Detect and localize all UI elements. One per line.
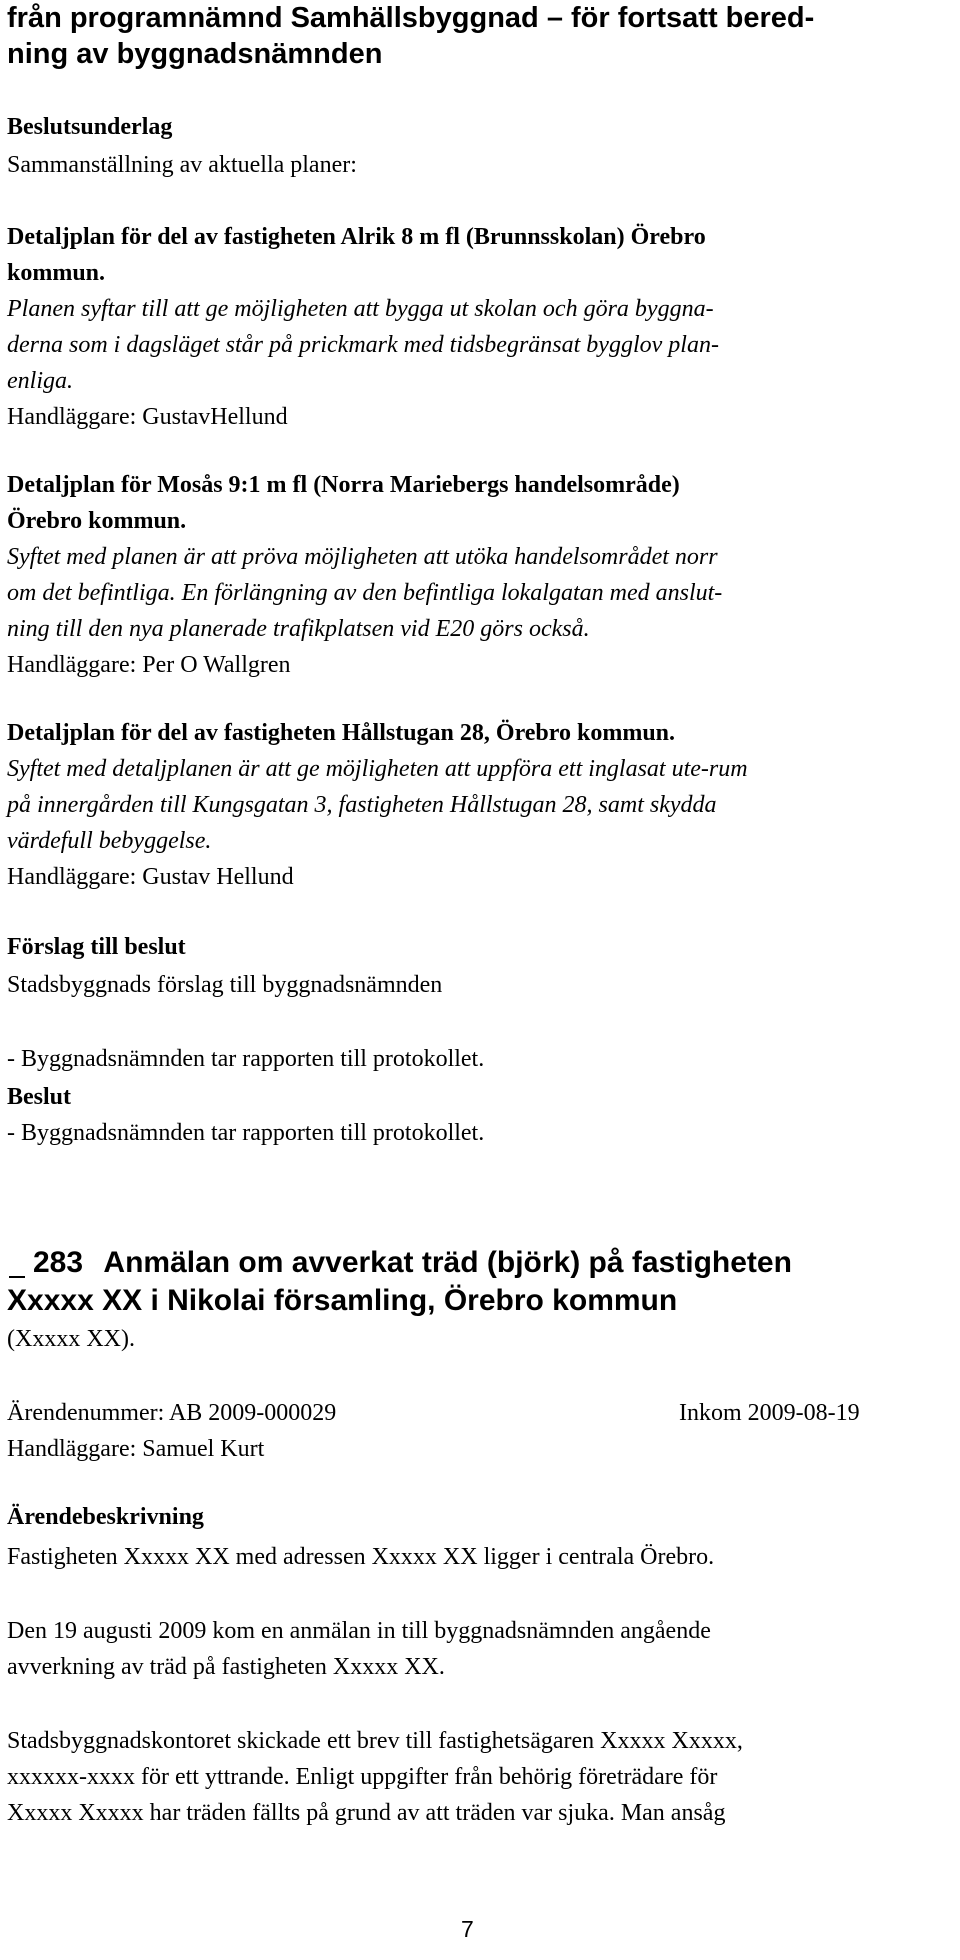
heading-line-1: från programnämnd Samhällsbyggnad – för fortsatt bered- xyxy=(7,2,815,34)
paragraph-3-line-1: Stadsbyggnadskontoret skickade ett brev till fastighetsägaren Xxxxx Xxxxx, xyxy=(7,1728,743,1754)
section-number: 283 xyxy=(33,1246,84,1279)
plan2-title-line-2: Örebro kommun. xyxy=(7,508,187,534)
plan1-title-line-1: Detaljplan för del av fastigheten Alrik 8 m fl (Brunnsskolan) Örebro xyxy=(7,224,706,250)
arendenummer: Ärendenummer: AB 2009-000029 xyxy=(7,1400,337,1426)
plan1-handlaggare: Handläggare: GustavHellund xyxy=(7,404,288,430)
plan2-desc-line-1: Syftet med planen är att pröva möjligheten att utöka handelsområdet norr xyxy=(7,544,718,570)
section-283-handlaggare: Handläggare: Samuel Kurt xyxy=(7,1436,265,1462)
plan1-desc-line-2: derna som i dagsläget står på prickmark med tidsbegränsat bygglov plan- xyxy=(7,332,719,358)
paragraph-3-line-2: xxxxxx-xxxx för ett yttrande. Enligt uppgifter från behörig företrädare för xyxy=(7,1764,718,1790)
beslutsunderlag-text: Sammanställning av aktuella planer: xyxy=(7,152,357,178)
paragraph-3-line-3: Xxxxx Xxxxx har träden fällts på grund av att träden var sjuka. Man ansåg xyxy=(7,1800,726,1826)
section-283-title-line-1 xyxy=(7,1244,792,1282)
page-number: 7 xyxy=(461,1916,474,1942)
plan1-title-line-2: kommun. xyxy=(7,260,106,286)
paragraph-2-line-1: Den 19 augusti 2009 kom en anmälan in till byggnadsnämnden angående xyxy=(7,1618,711,1644)
plan3-title-line-1: Detaljplan för del av fastigheten Hållstugan 28, Örebro kommun. xyxy=(7,720,676,746)
paragraph-2-line-2: avverkning av träd på fastigheten Xxxxx XX. xyxy=(7,1654,445,1680)
plan3-desc-line-2: på innergården till Kungsgatan 3, fastigheten Hållstugan 28, samt skydda xyxy=(7,792,717,818)
plan2-handlaggare: Handläggare: Per O Wallgren xyxy=(7,652,291,678)
forslag-title: Förslag till beslut xyxy=(7,934,186,960)
paragraph-1: Fastigheten Xxxxx XX med adressen Xxxxx XX ligger i centrala Örebro. xyxy=(7,1544,715,1570)
beslutsunderlag-title: Beslutsunderlag xyxy=(7,114,173,140)
plan3-handlaggare: Handläggare: Gustav Hellund xyxy=(7,864,294,890)
plan1-desc-line-1: Planen syftar till att ge möjligheten att bygga ut skolan och göra byggna- xyxy=(7,296,714,322)
beslut-title: Beslut xyxy=(7,1084,72,1110)
section-283-title-line-2: Xxxxx XX i Nikolai församling, Örebro kommun xyxy=(7,1284,678,1317)
beslut-item: - Byggnadsnämnden tar rapporten till protokollet. xyxy=(7,1120,485,1146)
title-underscore-mark xyxy=(9,1276,25,1278)
plan3-desc-line-1: Syftet med detaljplanen är att ge möjligheten att uppföra ett inglasat ute-rum xyxy=(7,756,748,782)
plan2-desc-line-2a: om det befintliga. xyxy=(7,580,176,606)
plan2-desc-line-2b: En förlängning av den befintliga lokalgatan med anslut- xyxy=(181,580,723,606)
inkom-date: Inkom 2009-08-19 xyxy=(679,1400,860,1426)
section-title-text: Anmälan om avverkat träd (björk) på fastigheten xyxy=(103,1246,792,1279)
arendebeskrivning-title: Ärendebeskrivning xyxy=(7,1504,204,1530)
heading-line-2: ning av byggnadsnämnden xyxy=(7,38,383,70)
forslag-text: Stadsbyggnads förslag till byggnadsnämnden xyxy=(7,972,443,998)
plan2-desc-line-2 xyxy=(7,578,722,608)
plan3-desc-line-3: värdefull bebyggelse. xyxy=(7,828,212,854)
plan2-desc-line-3: ning till den nya planerade trafikplatsen vid E20 görs också. xyxy=(7,616,590,642)
plan1-desc-line-3: enliga. xyxy=(7,368,73,394)
plan2-title-line-1: Detaljplan för Mosås 9:1 m fl (Norra Mariebergs handelsområde) xyxy=(7,472,680,498)
section-283-subtitle: (Xxxxx XX). xyxy=(7,1326,135,1352)
forslag-item: - Byggnadsnämnden tar rapporten till protokollet. xyxy=(7,1046,485,1072)
